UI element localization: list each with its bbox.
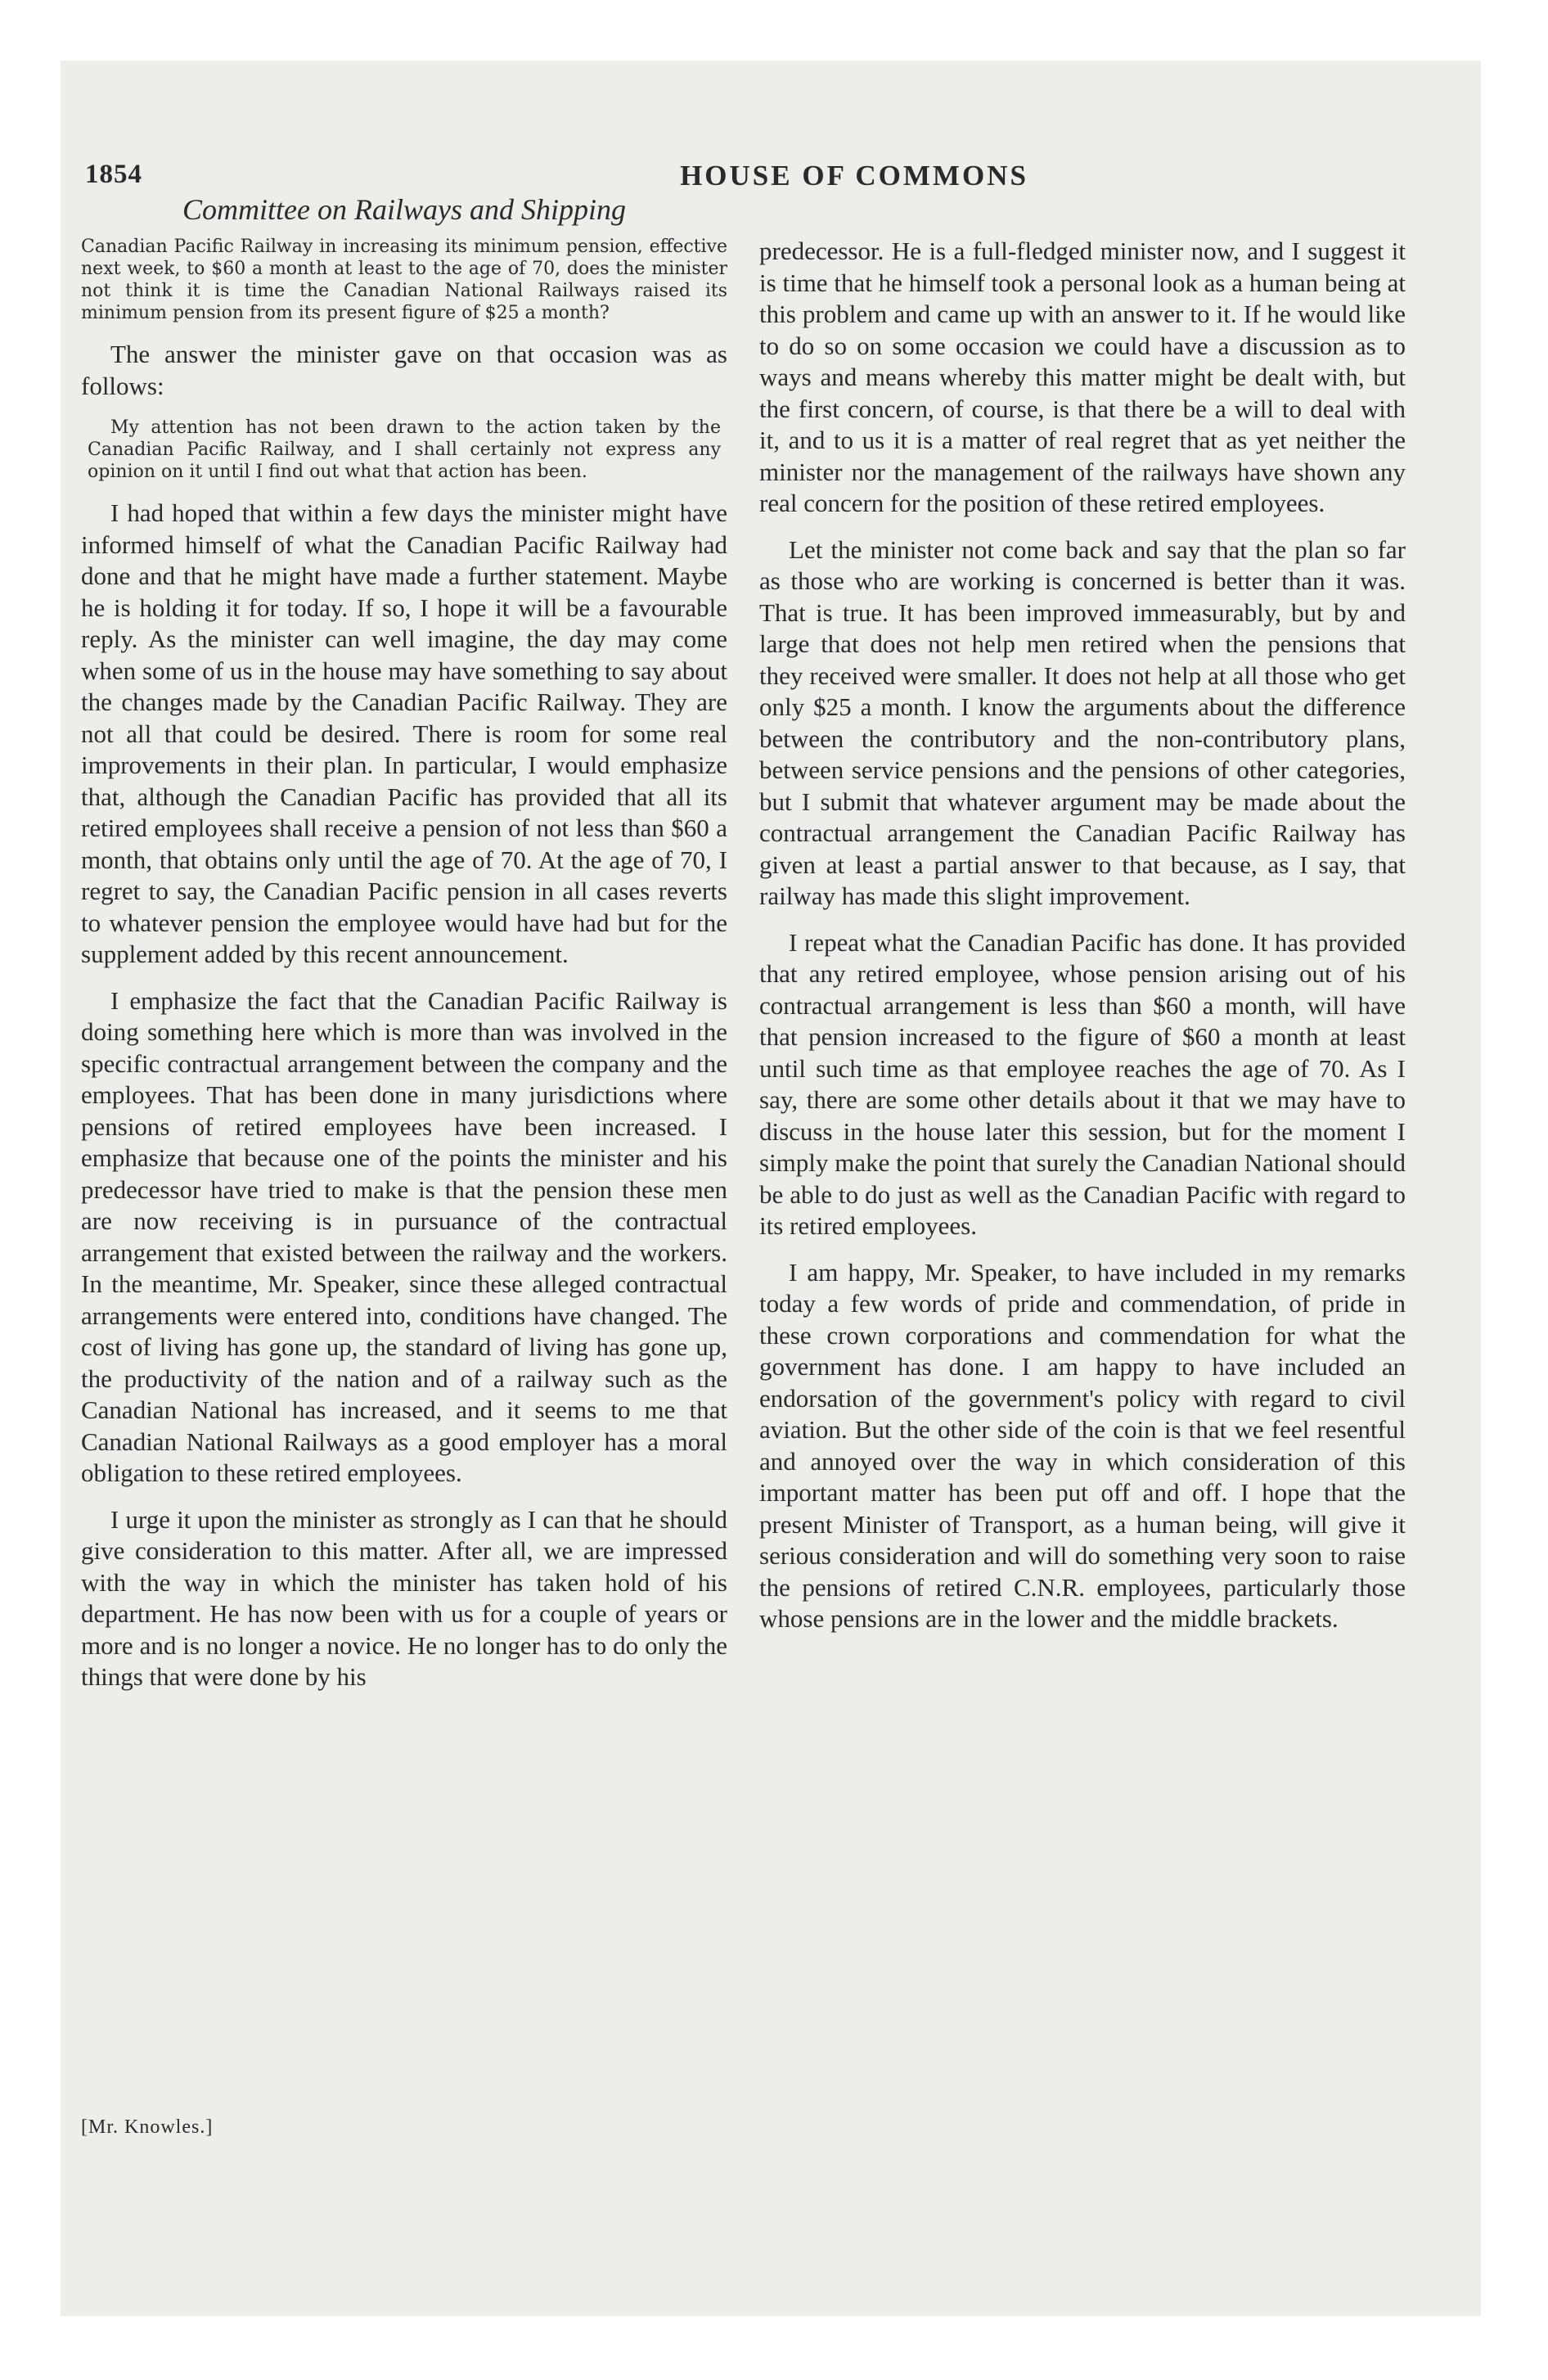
page-title: HOUSE OF COMMONS [680,160,1028,192]
paragraph: I emphasize the fact that the Canadian Pacific Railway is doing something here which is more than was involved in the specific contractual arrangement between the company and the employees. That has been done in many jurisdictions where pensions of retired employees have been increased. I emphasize that because one of the points the minister and his predecessor have tried to make is that the pension these men are now receiving is in pursuance of the contractual arrangement that existed between the railway and the workers. In the meantime, Mr. Speaker, since these alleged contractual arrangements were entered into, conditions have changed. The cost of living has gone up, the standard of living has gone up, the productivity of the nation and of a railway such as the Canadian National has increased, and it seems to me that Canadian National Railways as a good employer has a moral obligation to these retired employees. [81,985,727,1487]
paragraph: Let the minister not come back and say that the plan so far as those who are working is concerned is better than it was. That is true. It has been improved immeasurably, but by and large that does not help men retired when the pensions that they received were smaller. It does not help at all those who get only $25 a month. I know the arguments about the difference between the contributory and the non-contributory plans, between service pensions and the pensions of other categories, but I submit that whatever argument may be made about the contractual arrangement the Canadian Pacific Railway has given at least a partial answer to that because, as I say, that railway has made this slight improvement. [759,534,1406,910]
minister-answer-quote: My attention has not been drawn to the action taken by the Canadian Pacific Railway, and I shall certainly not express any opinion on it until I find out what that action has been. [88,417,721,482]
page-number: 1854 [85,160,142,189]
right-column [759,236,1406,1635]
paragraph: I repeat what the Canadian Pacific has done. It has provided that any retired employee, whose pension arising out of his contractual arrangement is less than $60 a month, will have that pension increased to the figure of $60 a month at least until such time as that employee reaches the age of 70. As I say, there are some other details about it that we may have to discuss in the house later this session, but for the moment I simply make the point that surely the Canadian National should be able to do just as well as the Canadian Pacific with regard to its retired employees. [759,927,1406,1240]
question-quote: Canadian Pacific Railway in increasing its minimum pension, effective next week, to $60 a month at least to the age of 70, does the minister not think it is time the Canadian National Railways raised its minimum pension from its present figure of $25 a month? [81,237,727,323]
section-subtitle: Committee on Railways and Shipping [182,193,626,226]
paragraph: I urge it upon the minister as strongly as I can that he should give consideration to this matter. After all, we are impressed with the way in which the minister has taken hold of his department. He has now been with us for a couple of years or more and is no longer a novice. He no longer has to do only the things that were done by his [81,1504,727,1691]
speaker-attribution: [Mr. Knowles.] [81,2116,214,2138]
paragraph: predecessor. He is a full-fledged minister now, and I suggest it is time that he himself took a personal look as a human being at this problem and came up with an answer to it. If he would like to do so on some occasion we could have a discussion as to ways and means whereby this matter might be dealt with, but the first concern, of course, is that there be a will to deal with it, and to us it is a matter of real regret that as yet neither the minister nor the management of the railways have shown any real concern for the position of these retired employees. [759,237,1406,517]
left-column [81,236,727,1693]
paragraph: I had hoped that within a few days the minister might have informed himself of what the Canadian Pacific Railway had done and that he might have made a further statement. Maybe he is holding it for today. If so, I hope it will be a favourable reply. As the minister can well imagine, the day may come when some of us in the house may have something to say about the changes made by the Canadian Pacific Railway. They are not all that could be desired. There is room for some real improvements in their plan. In particular, I would emphasize that, although the Canadian Pacific has provided that all its retired employees shall receive a pension of not less than $60 a month, that obtains only until the age of 70. At the age of 70, I regret to say, the Canadian Pacific pension in all cases reverts to whatever pension the employee would have had but for the supplement added by this recent announcement. [81,498,727,968]
paragraph: The answer the minister gave on that occasion was as follows: [81,340,727,400]
paragraph: I am happy, Mr. Speaker, to have included in my remarks today a few words of pride and commendation, of pride in these crown corporations and commendation for what the government has done. I am happy to have included an endorsation of the government's policy with regard to civil aviation. But the other side of the coin is that we feel resentful and annoyed over the way in which consideration of this important matter has been put off and off. I hope that the present Minister of Transport, as a human being, will give it serious consideration and will do something very soon to raise the pensions of retired C.N.R. employees, particularly those whose pensions are in the lower and the middle brackets. [759,1257,1406,1633]
